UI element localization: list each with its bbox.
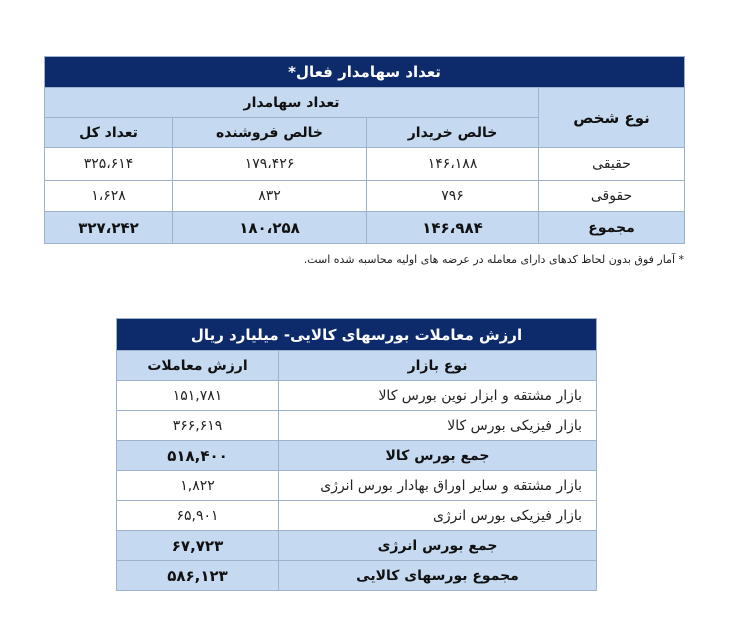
- total-value: ۳۲۵،۶۱۴: [45, 148, 173, 181]
- table1-title: تعداد سهامدار فعال*: [45, 57, 685, 88]
- market-label: بازار مشتقه و سایر اوراق بهادار بورس انرژی: [279, 471, 597, 501]
- market-type-header: نوع بازار: [279, 351, 597, 381]
- sum-seller-value: ۱۸۰،۲۵۸: [173, 212, 367, 244]
- trade-value: ۵۸۶,۱۲۳: [117, 561, 279, 591]
- trade-value: ۶۷,۷۲۳: [117, 531, 279, 561]
- shareholder-count-header: تعداد سهامدار: [45, 88, 539, 118]
- row-label: حقیقی: [539, 148, 685, 181]
- person-type-header: نوع شخص: [539, 88, 685, 148]
- table-row: [117, 381, 597, 411]
- trade-value: ۵۱۸,۴۰۰: [117, 441, 279, 471]
- table-row: [117, 471, 597, 501]
- table-row: [117, 411, 597, 441]
- seller-value: ۸۳۲: [173, 181, 367, 212]
- trade-value: ۱۵۱,۷۸۱: [117, 381, 279, 411]
- sum-row: [45, 212, 685, 244]
- trade-value: ۳۶۶,۶۱۹: [117, 411, 279, 441]
- seller-value: ۱۷۹،۴۲۶: [173, 148, 367, 181]
- market-label: بازار فیزیکی بورس انرژی: [279, 501, 597, 531]
- total-count-header: تعداد کل: [45, 118, 173, 148]
- footnote: * آمار فوق بدون لحاظ کدهای دارای معامله در عرضه های اولیه محاسبه شده است.: [303, 253, 684, 266]
- sum-label: مجموع: [539, 212, 685, 244]
- market-label: جمع بورس انرژی: [279, 531, 597, 561]
- table-row: [45, 148, 685, 181]
- market-label: بازار مشتقه و ابزار نوین بورس کالا: [279, 381, 597, 411]
- table2-title: ارزش معاملات بورسهای کالایی- میلیارد ریال: [117, 319, 597, 351]
- total-value: ۱،۶۲۸: [45, 181, 173, 212]
- subtotal-row: [117, 441, 597, 471]
- trade-value: ۶۵,۹۰۱: [117, 501, 279, 531]
- grand-total-row: [117, 561, 597, 591]
- sum-buyer-value: ۱۴۶،۹۸۴: [367, 212, 539, 244]
- table-row: [45, 181, 685, 212]
- row-label: حقوقی: [539, 181, 685, 212]
- buyer-value: ۷۹۶: [367, 181, 539, 212]
- table-row: [117, 501, 597, 531]
- market-label: مجموع بورسهای کالایی: [279, 561, 597, 591]
- market-label: جمع بورس کالا: [279, 441, 597, 471]
- buyer-value: ۱۴۶،۱۸۸: [367, 148, 539, 181]
- net-seller-header: خالص فروشنده: [173, 118, 367, 148]
- commodity-exchange-table: [116, 318, 597, 591]
- subtotal-row: [117, 531, 597, 561]
- net-buyer-header: خالص خریدار: [367, 118, 539, 148]
- market-label: بازار فیزیکی بورس کالا: [279, 411, 597, 441]
- active-shareholders-table: [44, 56, 685, 244]
- sum-total-value: ۳۲۷،۲۴۲: [45, 212, 173, 244]
- trade-value: ۱,۸۲۲: [117, 471, 279, 501]
- trade-value-header: ارزش معاملات: [117, 351, 279, 381]
